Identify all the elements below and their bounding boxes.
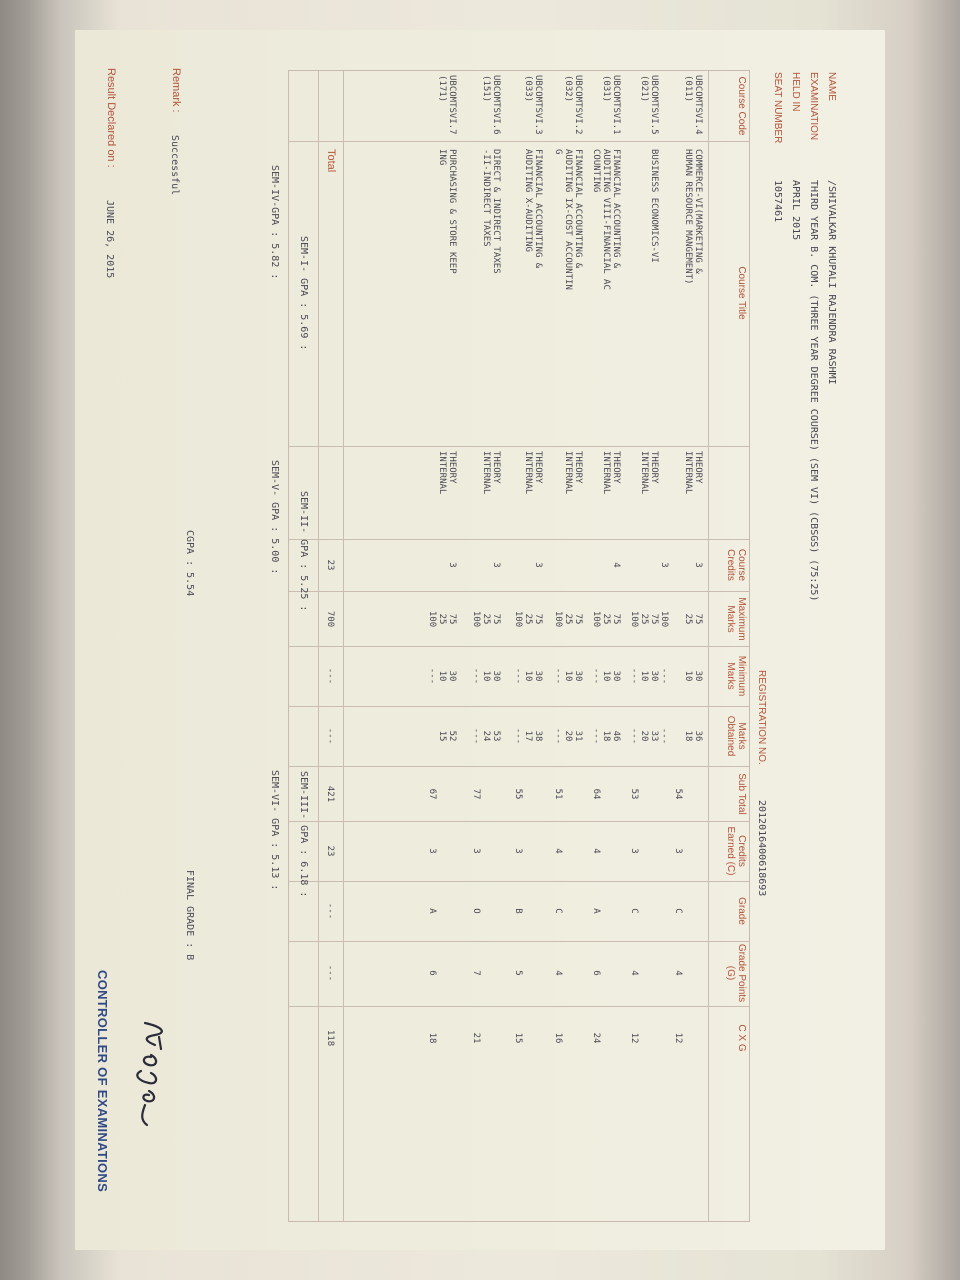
row-min-internal: 10 [683, 670, 693, 682]
row-course-title-cont: -II-INDIRECT TAXES [481, 149, 491, 247]
row-course-title-cont: AUDITING X-AUDITING [523, 149, 533, 252]
row-obtained-internal: 20 [639, 730, 649, 742]
row-max-internal: 25 [437, 613, 447, 625]
row-type-internal: INTERNAL [437, 451, 447, 495]
row-grade: B [513, 908, 523, 914]
row-min: 30 [611, 670, 621, 682]
row-course-title-cont: ING [437, 149, 447, 166]
row-max: 100 [659, 610, 669, 628]
header-course-credits: Course Credits [725, 548, 747, 582]
remark-value: Successful [169, 135, 180, 196]
row-sub-total: 51 [553, 788, 563, 800]
row-cxg: 21 [471, 1032, 481, 1044]
row-type-internal: INTERNAL [563, 451, 573, 495]
row-sub-total: 54 [673, 788, 683, 800]
row-type-internal: INTERNAL [683, 451, 693, 495]
row-grade-points: 6 [591, 970, 601, 976]
row-course-title-cont: AUDITING IX-COST ACCOUNTIN [563, 149, 573, 290]
row-credits-earned: 4 [591, 848, 601, 854]
row-obtained-total: --- [553, 727, 563, 745]
remark-label: Remark : [170, 68, 182, 113]
row-max-internal: 25 [523, 613, 533, 625]
header-minimum-marks: Minimum Marks [725, 655, 747, 697]
row-max-theory: 75 [649, 613, 659, 625]
row-max-internal: 25 [683, 613, 693, 625]
header-course-title: Course Title [736, 266, 747, 320]
row-credits-earned: 3 [513, 848, 523, 854]
row-min: 30 [693, 670, 703, 682]
row-type: THEORY [491, 451, 501, 484]
sem6-gpa: SEM-VI- GPA : 5.13 : [269, 770, 280, 891]
row-max-total: 100 [591, 610, 601, 628]
row-type: THEORY [573, 451, 583, 484]
row-course-code: UBCOMTSVI.2 [573, 75, 583, 135]
row-credits-earned: 3 [471, 848, 481, 854]
row-course-title: FINANCIAL ACCOUNTING & [533, 149, 543, 269]
row-sub-total: 64 [591, 788, 601, 800]
result-declared-value: JUNE 26, 2015 [104, 200, 115, 279]
header-sub-total: Sub Total [736, 773, 747, 815]
row-min-internal: 10 [437, 670, 447, 682]
row-course-code-suffix: (031) [601, 75, 611, 103]
row-grade-points: 4 [629, 970, 639, 976]
row-min-internal: 10 [523, 670, 533, 682]
row-cxg: 12 [673, 1032, 683, 1044]
row-type-internal: INTERNAL [601, 451, 611, 495]
row-obtained: 46 [611, 730, 621, 742]
row-grade-points: 4 [553, 970, 563, 976]
row-obtained: --- [659, 727, 669, 745]
header-grade-points: Grade Points (G) [725, 943, 747, 1003]
row-obtained-theory: 33 [649, 730, 659, 742]
row-sub-total: 55 [513, 788, 523, 800]
row-max-internal: 25 [639, 613, 649, 625]
row-obtained-internal: 15 [437, 730, 447, 742]
row-cxg: 24 [591, 1032, 601, 1044]
total-max: 700 [325, 610, 335, 628]
row-credits-earned: 3 [673, 848, 683, 854]
final-grade: FINAL GRADE : B [184, 870, 195, 961]
row-type: THEORY [693, 451, 703, 484]
header-maximum-marks: Maximum Marks [725, 597, 747, 641]
cgpa: CGPA : 5.54 [184, 530, 195, 597]
sem3-gpa: SEM-III- GPA : 6.18 : [298, 771, 309, 898]
registration-label: REGISTRATION NO. [756, 670, 767, 765]
row-course-code-suffix: (011) [683, 75, 693, 103]
row-min: 30 [533, 670, 543, 682]
header-marks-obtained: Marks Obtained [725, 715, 747, 757]
row-grade: C [553, 908, 563, 914]
seat-number-value: 1057461 [772, 180, 783, 223]
row-min-internal: 10 [601, 670, 611, 682]
row-max-internal: 25 [481, 613, 491, 625]
row-course-title-cont: HUMAN RESOURCE MANGEMENT) [683, 149, 693, 285]
row-type-internal: INTERNAL [639, 451, 649, 495]
seat-number-label: SEAT NUMBER [772, 72, 783, 144]
row-course-title: FINANCIAL ACCOUNTING & [573, 149, 583, 269]
row-max: 75 [611, 613, 621, 625]
header-grade: Grade [736, 897, 747, 925]
row-course-code: UBCOMTSVI.7 [447, 75, 457, 135]
header-course-code: Course Code [736, 76, 747, 136]
row-cxg: 15 [513, 1032, 523, 1044]
row-course-code: UBCOMTSVI.1 [611, 75, 621, 135]
row-type: THEORY [649, 451, 659, 484]
name-value: /SHIVALKAR KHUPALI RAJENDRA RASHMI [826, 180, 837, 385]
row-max: 75 [533, 613, 543, 625]
total-grade: --- [325, 902, 335, 920]
controller-signature [125, 1015, 185, 1145]
row-course-title-cont: G [553, 149, 563, 155]
row-max-total: 100 [553, 610, 563, 628]
row-max: 75 [693, 613, 703, 625]
row-obtained: 31 [573, 730, 583, 742]
row-course-title: DIRECT & INDIRECT TAXES [491, 149, 501, 274]
row-credits: 3 [693, 562, 703, 568]
row-course-code: UBCOMTSVI.6 [491, 75, 501, 135]
row-grade: C [673, 908, 683, 914]
row-obtained-total: --- [629, 727, 639, 745]
row-course-title-cont: AUDITING VIII-FINANCIAL AC [601, 149, 611, 290]
sem4-gpa: SEM-IV-GPA : 5.82 : [269, 165, 280, 280]
row-min-total: --- [629, 667, 639, 685]
row-cxg: 12 [629, 1032, 639, 1044]
examination-value: THIRD YEAR B. COM. (THREE YEAR DEGREE COURSE) (SEM VI) (CBSGS) (75:25) [808, 180, 819, 602]
row-type-internal: INTERNAL [481, 451, 491, 495]
row-course-title: PURCHASING & STORE KEEP [447, 149, 457, 274]
header-credits-earned: Credits Earned (C) [725, 826, 747, 876]
row-obtained-internal: 18 [601, 730, 611, 742]
row-max: 75 [491, 613, 501, 625]
row-max-total: 100 [471, 610, 481, 628]
row-min: 30 [491, 670, 501, 682]
total-sub-total: 421 [325, 785, 335, 803]
held-in-label: HELD IN [790, 72, 801, 112]
row-min: 30 [447, 670, 457, 682]
row-max-internal: 25 [601, 613, 611, 625]
row-type-internal: INTERNAL [523, 451, 533, 495]
total-cxg: 118 [325, 1029, 335, 1047]
row-course-code: UBCOMTSVI.4 [693, 75, 703, 135]
row-min-theory: 30 [649, 670, 659, 682]
row-credits: 4 [611, 562, 621, 568]
row-type: THEORY [447, 451, 457, 484]
row-max-total: 100 [629, 610, 639, 628]
row-obtained: 53 [491, 730, 501, 742]
row-cxg: 16 [553, 1032, 563, 1044]
result-declared-label: Result Declared on : [105, 68, 117, 168]
row-min-total: --- [513, 667, 523, 685]
row-type: THEORY [611, 451, 621, 484]
row-obtained-internal: 17 [523, 730, 533, 742]
held-in-value: APRIL 2015 [790, 180, 801, 241]
row-min-total: --- [553, 667, 563, 685]
row-obtained-total: --- [513, 727, 523, 745]
row-max-total: 100 [427, 610, 437, 628]
row-grade: C [629, 908, 639, 914]
row-course-title: BUSINESS ECONOMICS-VI [649, 149, 659, 263]
row-course-code: UBCOMTSVI.3 [533, 75, 543, 135]
row-grade-points: 4 [673, 970, 683, 976]
row-credits-earned: 3 [427, 848, 437, 854]
row-course-title: FINANCIAL ACCOUNTING & [611, 149, 621, 269]
row-min: 30 [573, 670, 583, 682]
row-grade-points: 6 [427, 970, 437, 976]
row-grade-points: 7 [471, 970, 481, 976]
row-grade: A [591, 908, 601, 914]
sem1-gpa: SEM-I- GPA : 5.69 : [298, 236, 309, 351]
total-obtained: --- [325, 727, 335, 745]
row-credits-earned: 3 [629, 848, 639, 854]
row-obtained-total: --- [471, 727, 481, 745]
total-credits-earned: 23 [325, 845, 335, 857]
sem5-gpa: SEM-V- GPA : 5.00 : [269, 460, 280, 575]
total-label: Total [325, 149, 337, 173]
row-course-code-suffix: (021) [639, 75, 649, 103]
row-max: 75 [447, 613, 457, 625]
row-course-code-suffix: (151) [481, 75, 491, 103]
row-credits: 3 [659, 562, 669, 568]
row-grade: A [427, 908, 437, 914]
total-grade-points: --- [325, 964, 335, 982]
row-obtained-internal: 18 [683, 730, 693, 742]
header-cxg: C X G [736, 1024, 747, 1052]
marks-table [288, 70, 750, 1222]
row-sub-total: 53 [629, 788, 639, 800]
row-max: 75 [573, 613, 583, 625]
row-max-total: 100 [513, 610, 523, 628]
grade-card-sheet [75, 30, 885, 1250]
row-course-code-suffix: (032) [563, 75, 573, 103]
row-course-code-suffix: (033) [523, 75, 533, 103]
row-sub-total: 67 [427, 788, 437, 800]
row-max-internal: 25 [563, 613, 573, 625]
examination-label: EXAMINATION [808, 72, 819, 141]
row-obtained: 52 [447, 730, 457, 742]
row-obtained-internal: 20 [563, 730, 573, 742]
row-obtained: 38 [533, 730, 543, 742]
sem2-gpa: SEM-II- GPA : 5.25 : [298, 491, 309, 612]
row-sub-total: 77 [471, 788, 481, 800]
row-obtained-internal: 24 [481, 730, 491, 742]
registration-value: 2012016400618693 [756, 800, 767, 897]
row-min-internal: 10 [481, 670, 491, 682]
row-type: THEORY [533, 451, 543, 484]
row-grade-points: 5 [513, 970, 523, 976]
row-credits: 3 [533, 562, 543, 568]
row-min-total: --- [591, 667, 601, 685]
row-grade: O [471, 908, 481, 914]
row-credits-earned: 4 [553, 848, 563, 854]
row-cxg: 18 [427, 1032, 437, 1044]
name-label: NAME [826, 72, 837, 101]
total-min: --- [325, 667, 335, 685]
row-obtained: 36 [693, 730, 703, 742]
row-min-total: --- [471, 667, 481, 685]
row-min-total: --- [427, 667, 437, 685]
row-min-internal: 10 [639, 670, 649, 682]
row-course-code: UBCOMTSVI.5 [649, 75, 659, 135]
row-min: --- [659, 667, 669, 685]
row-course-code-suffix: (171) [437, 75, 447, 103]
controller-of-examinations: CONTROLLER OF EXAMINATIONS [95, 970, 110, 1193]
row-credits: 3 [491, 562, 501, 568]
total-credits: 23 [325, 559, 335, 571]
row-credits: 3 [447, 562, 457, 568]
row-course-title-cont: COUNTING [591, 149, 601, 193]
row-obtained-total: --- [591, 727, 601, 745]
row-min-internal: 10 [563, 670, 573, 682]
row-course-title: COMMERCE-VI(MARKETING & [693, 149, 703, 274]
